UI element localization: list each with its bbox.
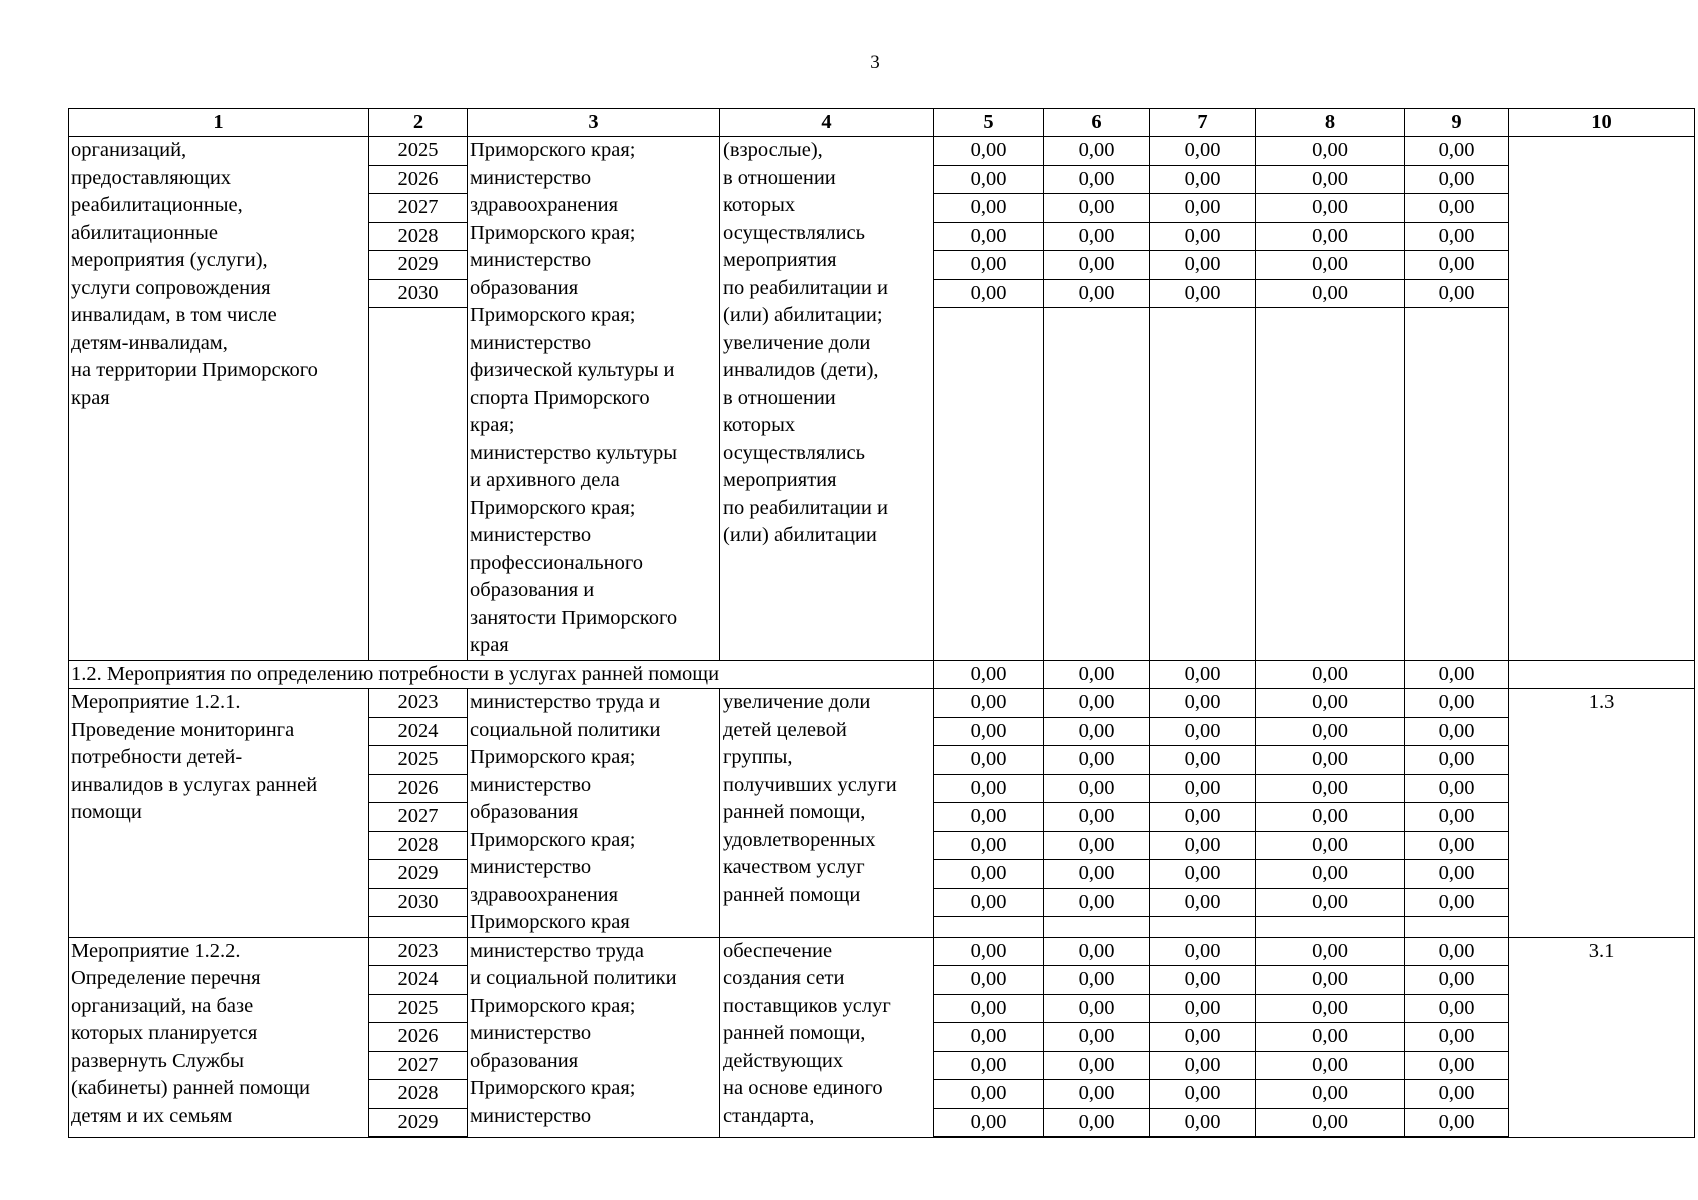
amount-value: 0,00 bbox=[970, 939, 1007, 962]
amount-value: 0,00 bbox=[1256, 222, 1404, 251]
year-value: 2026 bbox=[369, 165, 467, 194]
amount-value: 0,00 bbox=[1044, 803, 1149, 832]
amount-value: 0,00 bbox=[1150, 222, 1255, 251]
amount-value: 0,00 bbox=[1405, 803, 1508, 832]
amount-value: 0,00 bbox=[1044, 1108, 1149, 1137]
activity-name-text: организаций, предоставляющих реабилитационные, абилитационные мероприятия (услуги), услуги сопровождения инвалидам, в том числе детям-инвалидам, на территории Приморского края bbox=[71, 139, 318, 409]
activity-name bbox=[69, 137, 369, 661]
amount-value: 0,00 bbox=[1044, 966, 1149, 995]
amount-value: 0,00 bbox=[1438, 691, 1475, 713]
column-header: 10 bbox=[1509, 109, 1695, 137]
amount-value: 0,00 bbox=[934, 966, 1043, 995]
amount-cell-v8 bbox=[1256, 689, 1405, 938]
amount-value: 0,00 bbox=[1150, 1080, 1255, 1109]
column-header: 6 bbox=[1044, 109, 1150, 137]
year-value: 2025 bbox=[369, 994, 467, 1023]
amount-value: 0,00 bbox=[934, 194, 1043, 223]
amount-value: 0,00 bbox=[1150, 831, 1255, 860]
amount-value: 0,00 bbox=[1405, 746, 1508, 775]
amount-cell-v5 bbox=[934, 937, 1044, 1138]
amount-value: 0,00 bbox=[1312, 939, 1348, 962]
column-header: 2 bbox=[369, 109, 468, 137]
amount-value: 0,00 bbox=[934, 222, 1043, 251]
section-amount-v9: 0,00 bbox=[1405, 660, 1509, 689]
year-value: 2029 bbox=[369, 860, 467, 889]
amount-value: 0,00 bbox=[1150, 279, 1255, 308]
amount-value: 0,00 bbox=[934, 251, 1043, 280]
amount-value: 0,00 bbox=[1044, 888, 1149, 917]
years-cell bbox=[369, 137, 468, 661]
amount-value: 0,00 bbox=[1312, 691, 1348, 713]
amount-value: 0,00 bbox=[1256, 774, 1404, 803]
amount-value: 0,00 bbox=[1405, 860, 1508, 889]
amount-cell-v7 bbox=[1150, 937, 1256, 1138]
section-indicator bbox=[1509, 660, 1695, 689]
expected-result-text: (взрослые), в отношении которых осуществлялись мероприятия по реабилитации и (или) абилитации; увеличение доли инвалидов (дети), в отношении которых осуществлялись мероприятия по реабилитации и (или) абилитации bbox=[723, 139, 888, 546]
amount-value: 0,00 bbox=[934, 1051, 1043, 1080]
year-value: 2026 bbox=[369, 1023, 467, 1052]
amount-value: 0,00 bbox=[1256, 831, 1404, 860]
amount-value: 0,00 bbox=[1438, 139, 1475, 161]
responsible-executors-text: министерство труда и социальной политики Приморского края; министерство образования Приморского края; министерство здравоохранения Приморского края bbox=[470, 691, 661, 933]
amount-cell-v6 bbox=[1044, 937, 1150, 1138]
year-value: 2029 bbox=[369, 251, 467, 280]
amount-value: 0,00 bbox=[1150, 165, 1255, 194]
activity-row bbox=[69, 137, 1695, 661]
amount-value: 0,00 bbox=[1044, 251, 1149, 280]
section-amount-v5: 0,00 bbox=[934, 660, 1044, 689]
responsible-executors bbox=[468, 689, 720, 938]
amount-value: 0,00 bbox=[934, 1023, 1043, 1052]
amount-value: 0,00 bbox=[1256, 279, 1404, 308]
amount-value: 0,00 bbox=[970, 139, 1007, 161]
amount-cell-v5 bbox=[934, 689, 1044, 938]
amount-value: 0,00 bbox=[1150, 966, 1255, 995]
amount-value: 0,00 bbox=[1405, 1080, 1508, 1109]
amount-cell-v8 bbox=[1256, 937, 1405, 1138]
amount-value: 0,00 bbox=[1044, 1051, 1149, 1080]
activity-name bbox=[69, 937, 369, 1138]
amount-cell-v9 bbox=[1405, 689, 1509, 938]
amount-value: 0,00 bbox=[1256, 717, 1404, 746]
amount-value: 0,00 bbox=[1078, 939, 1115, 962]
year-value: 2027 bbox=[369, 803, 467, 832]
responsible-executors bbox=[468, 937, 720, 1138]
column-header: 7 bbox=[1150, 109, 1256, 137]
amount-value: 0,00 bbox=[934, 831, 1043, 860]
amount-cell-v5 bbox=[934, 137, 1044, 661]
amount-value: 0,00 bbox=[1150, 1108, 1255, 1137]
amount-value: 0,00 bbox=[1405, 194, 1508, 223]
expected-result bbox=[720, 937, 934, 1138]
amount-value: 0,00 bbox=[1044, 1023, 1149, 1052]
amount-value: 0,00 bbox=[934, 860, 1043, 889]
amount-value: 0,00 bbox=[1256, 803, 1404, 832]
section-row bbox=[69, 660, 1695, 689]
amount-value: 0,00 bbox=[1044, 194, 1149, 223]
amount-value: 0,00 bbox=[1256, 251, 1404, 280]
amount-value: 0,00 bbox=[1405, 251, 1508, 280]
page-number: 3 bbox=[870, 52, 880, 73]
amount-value: 0,00 bbox=[1312, 139, 1348, 161]
years-cell bbox=[369, 689, 468, 938]
expected-result-text: увеличение доли детей целевой группы, получивших услуги ранней помощи, удовлетворенных качеством услуг ранней помощи bbox=[723, 691, 897, 906]
activity-row bbox=[69, 689, 1695, 938]
indicator-link: 3.1 bbox=[1509, 937, 1695, 1138]
responsible-executors-text: министерство труда и социальной политики Приморского края; министерство образования Приморского края; министерство bbox=[470, 939, 677, 1127]
amount-value: 0,00 bbox=[934, 774, 1043, 803]
expected-result bbox=[720, 137, 934, 661]
amount-value: 0,00 bbox=[1256, 994, 1404, 1023]
amount-value: 0,00 bbox=[1150, 194, 1255, 223]
amount-value: 0,00 bbox=[1256, 1108, 1404, 1137]
amount-value: 0,00 bbox=[1405, 1023, 1508, 1052]
activity-row bbox=[69, 937, 1695, 1138]
amount-value: 0,00 bbox=[1184, 939, 1221, 962]
amount-value: 0,00 bbox=[1405, 1108, 1508, 1137]
amount-value: 0,00 bbox=[1184, 691, 1221, 713]
year-value: 2030 bbox=[369, 279, 467, 308]
amount-value: 0,00 bbox=[1405, 222, 1508, 251]
year-value: 2023 bbox=[397, 691, 439, 713]
amount-value: 0,00 bbox=[1256, 966, 1404, 995]
amount-value: 0,00 bbox=[1405, 831, 1508, 860]
amount-value: 0,00 bbox=[934, 279, 1043, 308]
amount-value: 0,00 bbox=[1150, 1023, 1255, 1052]
amount-value: 0,00 bbox=[1078, 691, 1115, 713]
amount-value: 0,00 bbox=[1150, 251, 1255, 280]
amount-value: 0,00 bbox=[1405, 717, 1508, 746]
year-value: 2027 bbox=[369, 194, 467, 223]
indicator-link: 1.3 bbox=[1509, 689, 1695, 938]
amount-value: 0,00 bbox=[1256, 860, 1404, 889]
amount-cell-v6 bbox=[1044, 137, 1150, 661]
amount-value: 0,00 bbox=[1405, 165, 1508, 194]
year-value: 2028 bbox=[369, 222, 467, 251]
amount-value: 0,00 bbox=[1044, 165, 1149, 194]
amount-value: 0,00 bbox=[970, 691, 1007, 713]
activity-name bbox=[69, 689, 369, 938]
year-value: 2028 bbox=[369, 831, 467, 860]
column-header: 3 bbox=[468, 109, 720, 137]
amount-value: 0,00 bbox=[934, 1080, 1043, 1109]
amount-value: 0,00 bbox=[1256, 165, 1404, 194]
amount-value: 0,00 bbox=[934, 717, 1043, 746]
amount-value: 0,00 bbox=[934, 803, 1043, 832]
amount-value: 0,00 bbox=[1438, 939, 1475, 962]
amount-value: 0,00 bbox=[1256, 888, 1404, 917]
amount-cell-v7 bbox=[1150, 137, 1256, 661]
year-value: 2025 bbox=[397, 139, 439, 161]
amount-value: 0,00 bbox=[1256, 746, 1404, 775]
section-amount-v8: 0,00 bbox=[1256, 660, 1405, 689]
amount-value: 0,00 bbox=[1044, 1080, 1149, 1109]
column-header: 9 bbox=[1405, 109, 1509, 137]
amount-value: 0,00 bbox=[1256, 194, 1404, 223]
amount-value: 0,00 bbox=[1405, 279, 1508, 308]
year-value: 2024 bbox=[369, 717, 467, 746]
amount-value: 0,00 bbox=[1184, 139, 1221, 161]
expected-result bbox=[720, 689, 934, 938]
activity-name-text: Мероприятие 1.2.1. Проведение мониторинга потребности детей- инвалидов в услугах ранней помощи bbox=[71, 691, 318, 823]
indicator-link bbox=[1509, 137, 1695, 661]
year-value: 2027 bbox=[369, 1051, 467, 1080]
amount-value: 0,00 bbox=[1044, 717, 1149, 746]
year-value: 2028 bbox=[369, 1080, 467, 1109]
year-value: 2023 bbox=[397, 939, 439, 962]
section-amount-v6: 0,00 bbox=[1044, 660, 1150, 689]
amount-value: 0,00 bbox=[1044, 746, 1149, 775]
amount-value: 0,00 bbox=[1256, 1051, 1404, 1080]
year-value: 2024 bbox=[369, 966, 467, 995]
amount-value: 0,00 bbox=[1405, 888, 1508, 917]
year-value: 2030 bbox=[369, 888, 467, 917]
responsible-executors bbox=[468, 137, 720, 661]
program-table bbox=[68, 108, 1695, 1138]
amount-cell-v9 bbox=[1405, 937, 1509, 1138]
responsible-executors-text: Приморского края; министерство здравоохранения Приморского края; министерство образования Приморского края; министерство физической культуры и спорта Приморского края; министерство культуры и архивного дела Приморского края; министерство профессионального образования и занятости Приморского края bbox=[470, 139, 678, 656]
amount-value: 0,00 bbox=[1044, 279, 1149, 308]
amount-cell-v7 bbox=[1150, 689, 1256, 938]
years-cell bbox=[369, 937, 468, 1138]
amount-value: 0,00 bbox=[934, 746, 1043, 775]
amount-value: 0,00 bbox=[1044, 831, 1149, 860]
header-row bbox=[69, 109, 1695, 137]
amount-value: 0,00 bbox=[1256, 1080, 1404, 1109]
amount-value: 0,00 bbox=[934, 1108, 1043, 1137]
amount-value: 0,00 bbox=[1078, 139, 1115, 161]
activity-name-text: Мероприятие 1.2.2. Определение перечня организаций, на базе которых планируется развернуть Службы (кабинеты) ранней помощи детям и их семьям bbox=[71, 939, 311, 1127]
amount-value: 0,00 bbox=[1405, 994, 1508, 1023]
amount-cell-v9 bbox=[1405, 137, 1509, 661]
amount-value: 0,00 bbox=[1150, 774, 1255, 803]
column-header: 4 bbox=[720, 109, 934, 137]
amount-value: 0,00 bbox=[1150, 746, 1255, 775]
section-title: 1.2. Мероприятия по определению потребности в услугах ранней помощи bbox=[69, 660, 934, 689]
amount-value: 0,00 bbox=[1044, 994, 1149, 1023]
expected-result-text: обеспечение создания сети поставщиков услуг ранней помощи, действующих на основе единого стандарта, bbox=[723, 939, 891, 1127]
amount-value: 0,00 bbox=[1044, 860, 1149, 889]
section-amount-v7: 0,00 bbox=[1150, 660, 1256, 689]
amount-cell-v6 bbox=[1044, 689, 1150, 938]
amount-value: 0,00 bbox=[1044, 222, 1149, 251]
amount-value: 0,00 bbox=[1150, 994, 1255, 1023]
amount-value: 0,00 bbox=[934, 994, 1043, 1023]
amount-value: 0,00 bbox=[1150, 1051, 1255, 1080]
amount-value: 0,00 bbox=[934, 888, 1043, 917]
amount-value: 0,00 bbox=[1405, 966, 1508, 995]
amount-value: 0,00 bbox=[1044, 774, 1149, 803]
column-header: 5 bbox=[934, 109, 1044, 137]
amount-value: 0,00 bbox=[1150, 803, 1255, 832]
amount-value: 0,00 bbox=[1405, 774, 1508, 803]
amount-value: 0,00 bbox=[1150, 717, 1255, 746]
amount-value: 0,00 bbox=[1256, 1023, 1404, 1052]
column-header: 1 bbox=[69, 109, 369, 137]
year-value: 2029 bbox=[369, 1108, 467, 1137]
amount-value: 0,00 bbox=[1405, 1051, 1508, 1080]
amount-value: 0,00 bbox=[934, 165, 1043, 194]
amount-cell-v8 bbox=[1256, 137, 1405, 661]
year-value: 2025 bbox=[369, 746, 467, 775]
column-header: 8 bbox=[1256, 109, 1405, 137]
amount-value: 0,00 bbox=[1150, 888, 1255, 917]
year-value: 2026 bbox=[369, 774, 467, 803]
amount-value: 0,00 bbox=[1150, 860, 1255, 889]
